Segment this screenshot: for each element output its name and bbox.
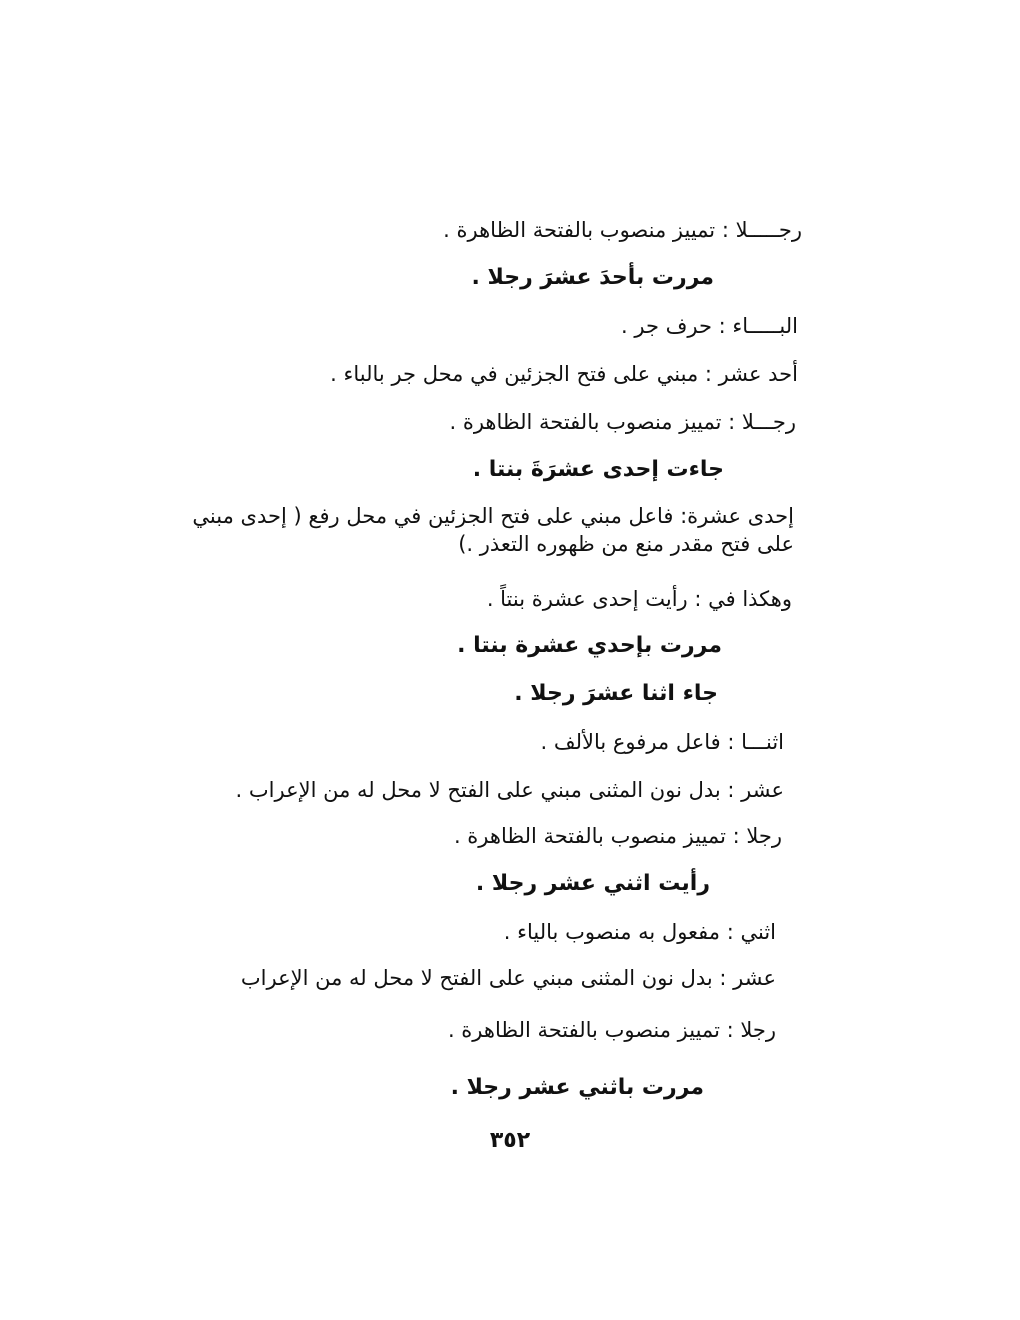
page-number: ٣٥٢ xyxy=(489,1128,531,1153)
text-line-10: اثني : مفعول به منصوب بالياء . xyxy=(503,920,776,944)
text-line-11: عشر : بدل نون المثنى مبني على الفتح لا محل له من الإعراب xyxy=(240,966,776,990)
example-sentence-5: رأيت اثني عشر رجلا . xyxy=(475,871,710,896)
example-sentence-2: جاءت إحدى عشرَةَ بنتا . xyxy=(472,457,724,482)
example-sentence-1: مررت بأحدَ عشرَ رجلا . xyxy=(471,265,714,290)
text-line-6: وهكذا في : رأيت إحدى عشرة بنتاً . xyxy=(486,587,792,611)
example-sentence-3: مررت بإحدي عشرة بنتا . xyxy=(457,633,722,658)
text-line-8: عشر : بدل نون المثنى مبني على الفتح لا محل له من الإعراب . xyxy=(235,778,784,802)
example-sentence-4: جاء اثنا عشرَ رجلا . xyxy=(514,681,718,706)
text-line-7: اثنـــا : فاعل مرفوع بالألف . xyxy=(540,730,784,754)
example-sentence-6: مررت باثني عشر رجلا . xyxy=(450,1075,704,1100)
text-line-3: أحد عشر : مبني على فتح الجزئين في محل جر بالباء . xyxy=(330,362,798,386)
text-line-2: البـــــاء : حرف جر . xyxy=(621,314,798,338)
text-line-12: رجلا : تمييز منصوب بالفتحة الظاهرة . xyxy=(447,1018,776,1042)
text-line-5: إحدى عشرة: فاعل مبني على فتح الجزئين في محل رفع ( إحدى مبني على فتح مقدر منع من ظهوره التعذر .) xyxy=(192,504,794,556)
text-line-1: رجـــــلا : تمييز منصوب بالفتحة الظاهرة . xyxy=(443,218,802,242)
text-line-4: رجـــلا : تمييز منصوب بالفتحة الظاهرة . xyxy=(449,410,796,434)
text-line-9: رجلا : تمييز منصوب بالفتحة الظاهرة . xyxy=(453,824,782,848)
